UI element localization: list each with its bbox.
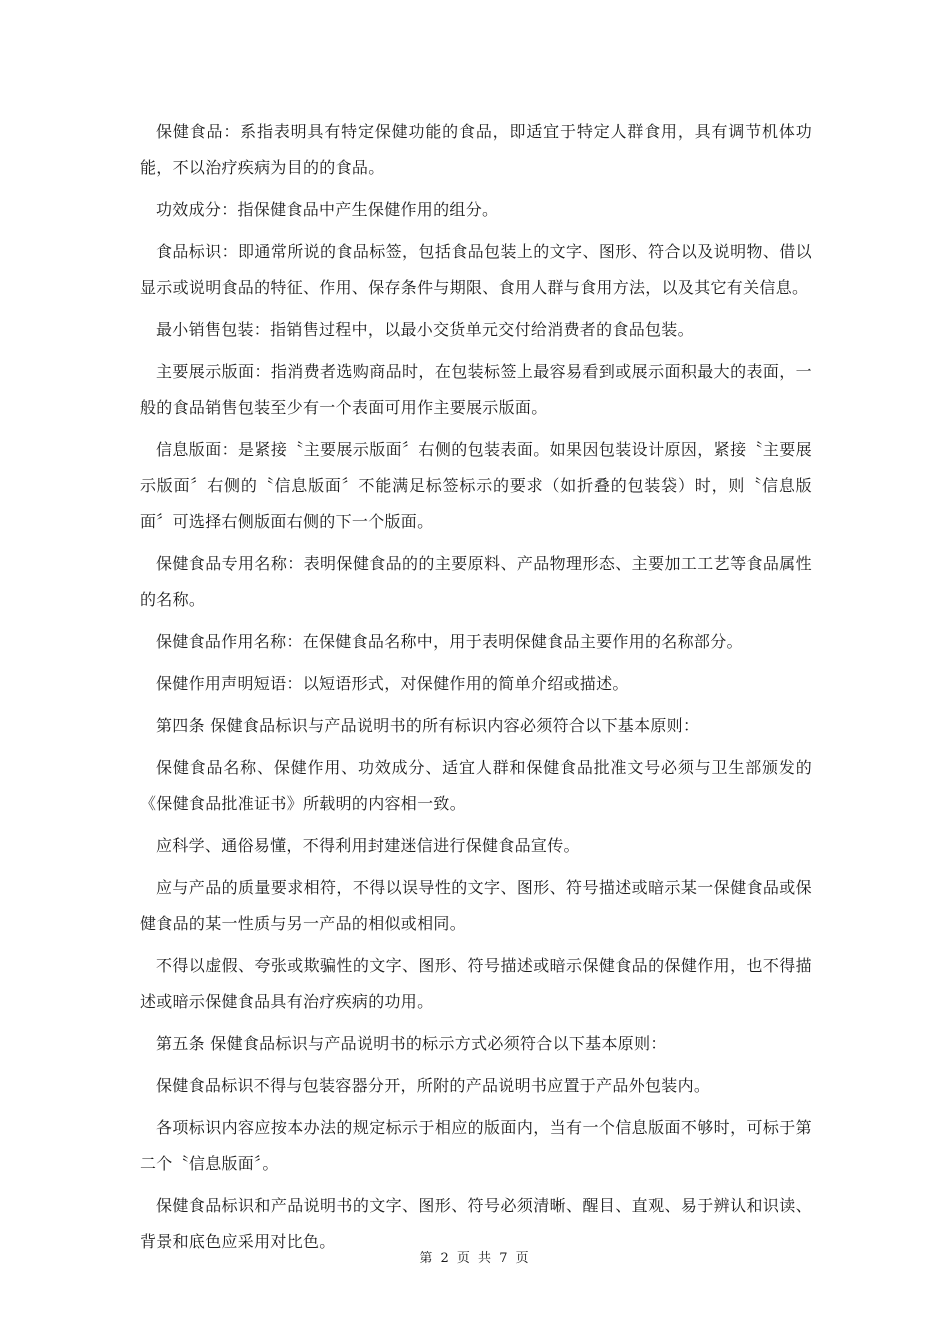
- paragraph-claim-phrase: 保健作用声明短语：以短语形式，对保健作用的简单介绍或描述。: [156, 674, 629, 693]
- paragraph-second-info-panel: 各项标识内容应按本办法的规定标示于相应的版面内，当有一个信息版面不够时，可标于第二个〝信息版面〞。: [140, 1118, 812, 1173]
- paragraph-quality: 应与产品的质量要求相符，不得以误导性的文字、图形、符号描述或暗示某一保健食品或保健食品的某一性质与另一产品的相似或相同。: [140, 878, 812, 933]
- paragraph-function-name: 保健食品作用名称：在保健食品名称中，用于表明保健食品主要作用的名称部分。: [156, 632, 743, 651]
- document-body: [140, 114, 812, 1266]
- paragraph-info-panel: 信息版面：是紧接〝主要展示版面〞右侧的包装表面。如果因包装设计原因，紧接〝主要展示版面〞右侧的〝信息版面〞不能满足标签标示的要求（如折叠的包装袋）时，则〝信息版面〞可选择右侧版面右侧的下一个版面。: [140, 440, 812, 531]
- paragraph-article-five: 第五条 保健食品标识与产品说明书的标示方式必须符合以下基本原则：: [156, 1034, 667, 1053]
- paragraph-article-four: 第四条 保健食品标识与产品说明书的所有标识内容必须符合以下基本原则：: [156, 716, 700, 735]
- paragraph-scientific: 应科学、通俗易懂，不得利用封建迷信进行保健食品宣传。: [156, 836, 580, 855]
- paragraph-main-display-panel: 主要展示版面：指消费者选购商品时，在包装标签上最容易看到或展示面积最大的表面，一般的食品销售包装至少有一个表面可用作主要展示版面。: [140, 362, 812, 417]
- paragraph-functional-ingredient: 功效成分：指保健食品中产生保健作用的组分。: [156, 200, 499, 219]
- paragraph-consistency: 保健食品名称、保健作用、功效成分、适宜人群和保健食品批准文号必须与卫生部颁发的《保健食品批准证书》所载明的内容相一致。: [140, 758, 812, 813]
- page-number-footer: 第 2 页 共 7 页: [419, 1251, 531, 1266]
- paragraph-label-attached: 保健食品标识不得与包装容器分开，所附的产品说明书应置于产品外包装内。: [156, 1076, 711, 1095]
- paragraph-minimum-package: 最小销售包装：指销售过程中，以最小交货单元交付给消费者的食品包装。: [156, 320, 694, 339]
- paragraph-special-name: 保健食品专用名称：表明保健食品的的主要原料、产品物理形态、主要加工工艺等食品属性的名称。: [140, 554, 812, 609]
- paragraph-food-label: 食品标识：即通常所说的食品标签，包括食品包装上的文字、图形、符合以及说明物、借以显示或说明食品的特征、作用、保存条件与期限、食用人群与食用方法，以及其它有关信息。: [140, 242, 812, 297]
- paragraph-no-false-claims: 不得以虚假、夸张或欺骗性的文字、图形、符号描述或暗示保健食品的保健作用，也不得描述或暗示保健食品具有治疗疾病的功用。: [140, 956, 812, 1011]
- paragraph-legibility: 保健食品标识和产品说明书的文字、图形、符号必须清晰、醒目、直观、易于辨认和识读、背景和底色应采用对比色。: [140, 1196, 812, 1251]
- paragraph-health-food-definition: 保健食品：系指表明具有特定保健功能的食品，即适宜于特定人群食用，具有调节机体功能，不以治疗疾病为目的的食品。: [140, 122, 812, 177]
